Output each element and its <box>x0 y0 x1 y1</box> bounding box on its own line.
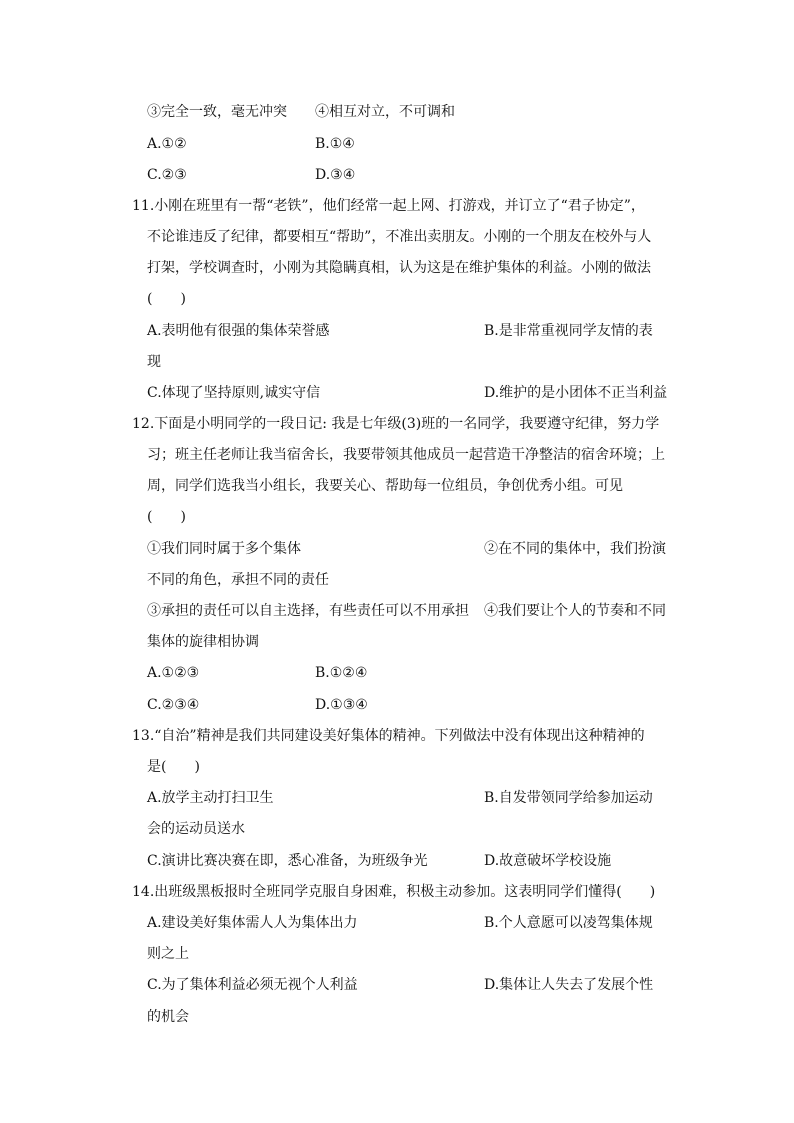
q12-stem-line3: 周，同学们选我当小组长，我要关心、帮助每一位组员，争创优秀小组。可见 <box>147 478 623 494</box>
q12-choice-b: B.①②④ <box>315 665 368 681</box>
q12-statement-1: ①我们同时属于多个集体 <box>147 541 301 557</box>
q14-choice-a: A.建设美好集体需人人为集体出力 <box>147 915 358 931</box>
q11-choice-b-cont: 现 <box>147 354 161 370</box>
q13-stem-line1: 13.“自治”精神是我们共同建设美好集体的精神。下列做法中没有体现出这种精神的 <box>132 728 645 744</box>
q10-option-4: ④相互对立，不可调和 <box>315 104 455 120</box>
q13-choice-c: C.演讲比赛决赛在即，悉心准备，为班级争光 <box>147 853 428 869</box>
q12-stem-line2: 习；班主任老师让我当宿舍长，我要带领其他成员一起营造干净整洁的宿舍环境；上 <box>147 447 665 463</box>
q10-choice-a: A.①② <box>147 136 187 152</box>
q11-stem-line2: 不论谁违反了纪律，都要相互“帮助”，不准出卖朋友。小刚的一个朋友在校外与人 <box>147 229 652 245</box>
q14-choice-d: D.集体让人失去了发展个性 <box>484 977 654 993</box>
q11-answer-paren: ( ) <box>147 291 186 307</box>
q13-choice-d: D.故意破坏学校设施 <box>484 853 612 869</box>
q11-stem-line1: 11.小刚在班里有一帮“老铁”，他们经常一起上网、打游戏，并订立了“君子协定”， <box>132 198 645 214</box>
q14-choice-b-cont: 则之上 <box>147 946 189 962</box>
q11-choice-c: C.体现了坚持原则,诚实守信 <box>147 385 321 401</box>
q12-statement-4: ④我们要让个人的节奏和不同 <box>484 603 666 619</box>
q10-option-3: ③完全一致，毫无冲突 <box>147 104 287 120</box>
q11-choice-a: A.表明他有很强的集体荣誉感 <box>147 323 330 339</box>
q12-statement-2: ②在不同的集体中，我们扮演 <box>484 541 666 557</box>
q13-choice-a: A.放学主动打扫卫生 <box>147 790 274 806</box>
q12-stem-line1: 12.下面是小明同学的一段日记: 我是七年级(3)班的一名同学，我要遵守纪律，努力学 <box>132 416 660 432</box>
q12-statement-2-cont: 不同的角色，承担不同的责任 <box>147 572 329 588</box>
q10-choice-b: B.①④ <box>315 136 355 152</box>
q13-choice-b: B.自发带领同学给参加运动 <box>484 790 653 806</box>
q12-choice-c: C.②③④ <box>147 697 200 713</box>
q11-choice-b: B.是非常重视同学友情的表 <box>484 323 653 339</box>
q14-choice-c: C.为了集体利益必须无视个人利益 <box>147 977 358 993</box>
q12-choice-d: D.①③④ <box>315 697 368 713</box>
q13-stem-line2: 是( ) <box>147 759 200 775</box>
q14-choice-b: B.个人意愿可以凌驾集体规 <box>484 915 653 931</box>
q12-statement-4-cont: 集体的旋律相协调 <box>147 634 259 650</box>
q12-answer-paren: ( ) <box>147 509 186 525</box>
q14-stem-line1: 14.出班级黑板报时全班同学克服自身困难，积极主动参加。这表明同学们懂得( ) <box>132 884 656 900</box>
q13-choice-b-cont: 会的运动员送水 <box>147 821 245 837</box>
q12-choice-a: A.①②③ <box>147 665 200 681</box>
q11-choice-d: D.维护的是小团体不正当利益 <box>484 385 668 401</box>
q14-choice-d-cont: 的机会 <box>147 1009 189 1025</box>
q10-choice-c: C.②③ <box>147 167 187 183</box>
q10-choice-d: D.③④ <box>315 167 356 183</box>
q12-statement-3: ③承担的责任可以自主选择，有些责任可以不用承担 <box>147 603 469 619</box>
q11-stem-line3: 打架，学校调查时，小刚为其隐瞒真相，认为这是在维护集体的利益。小刚的做法 <box>147 260 651 276</box>
